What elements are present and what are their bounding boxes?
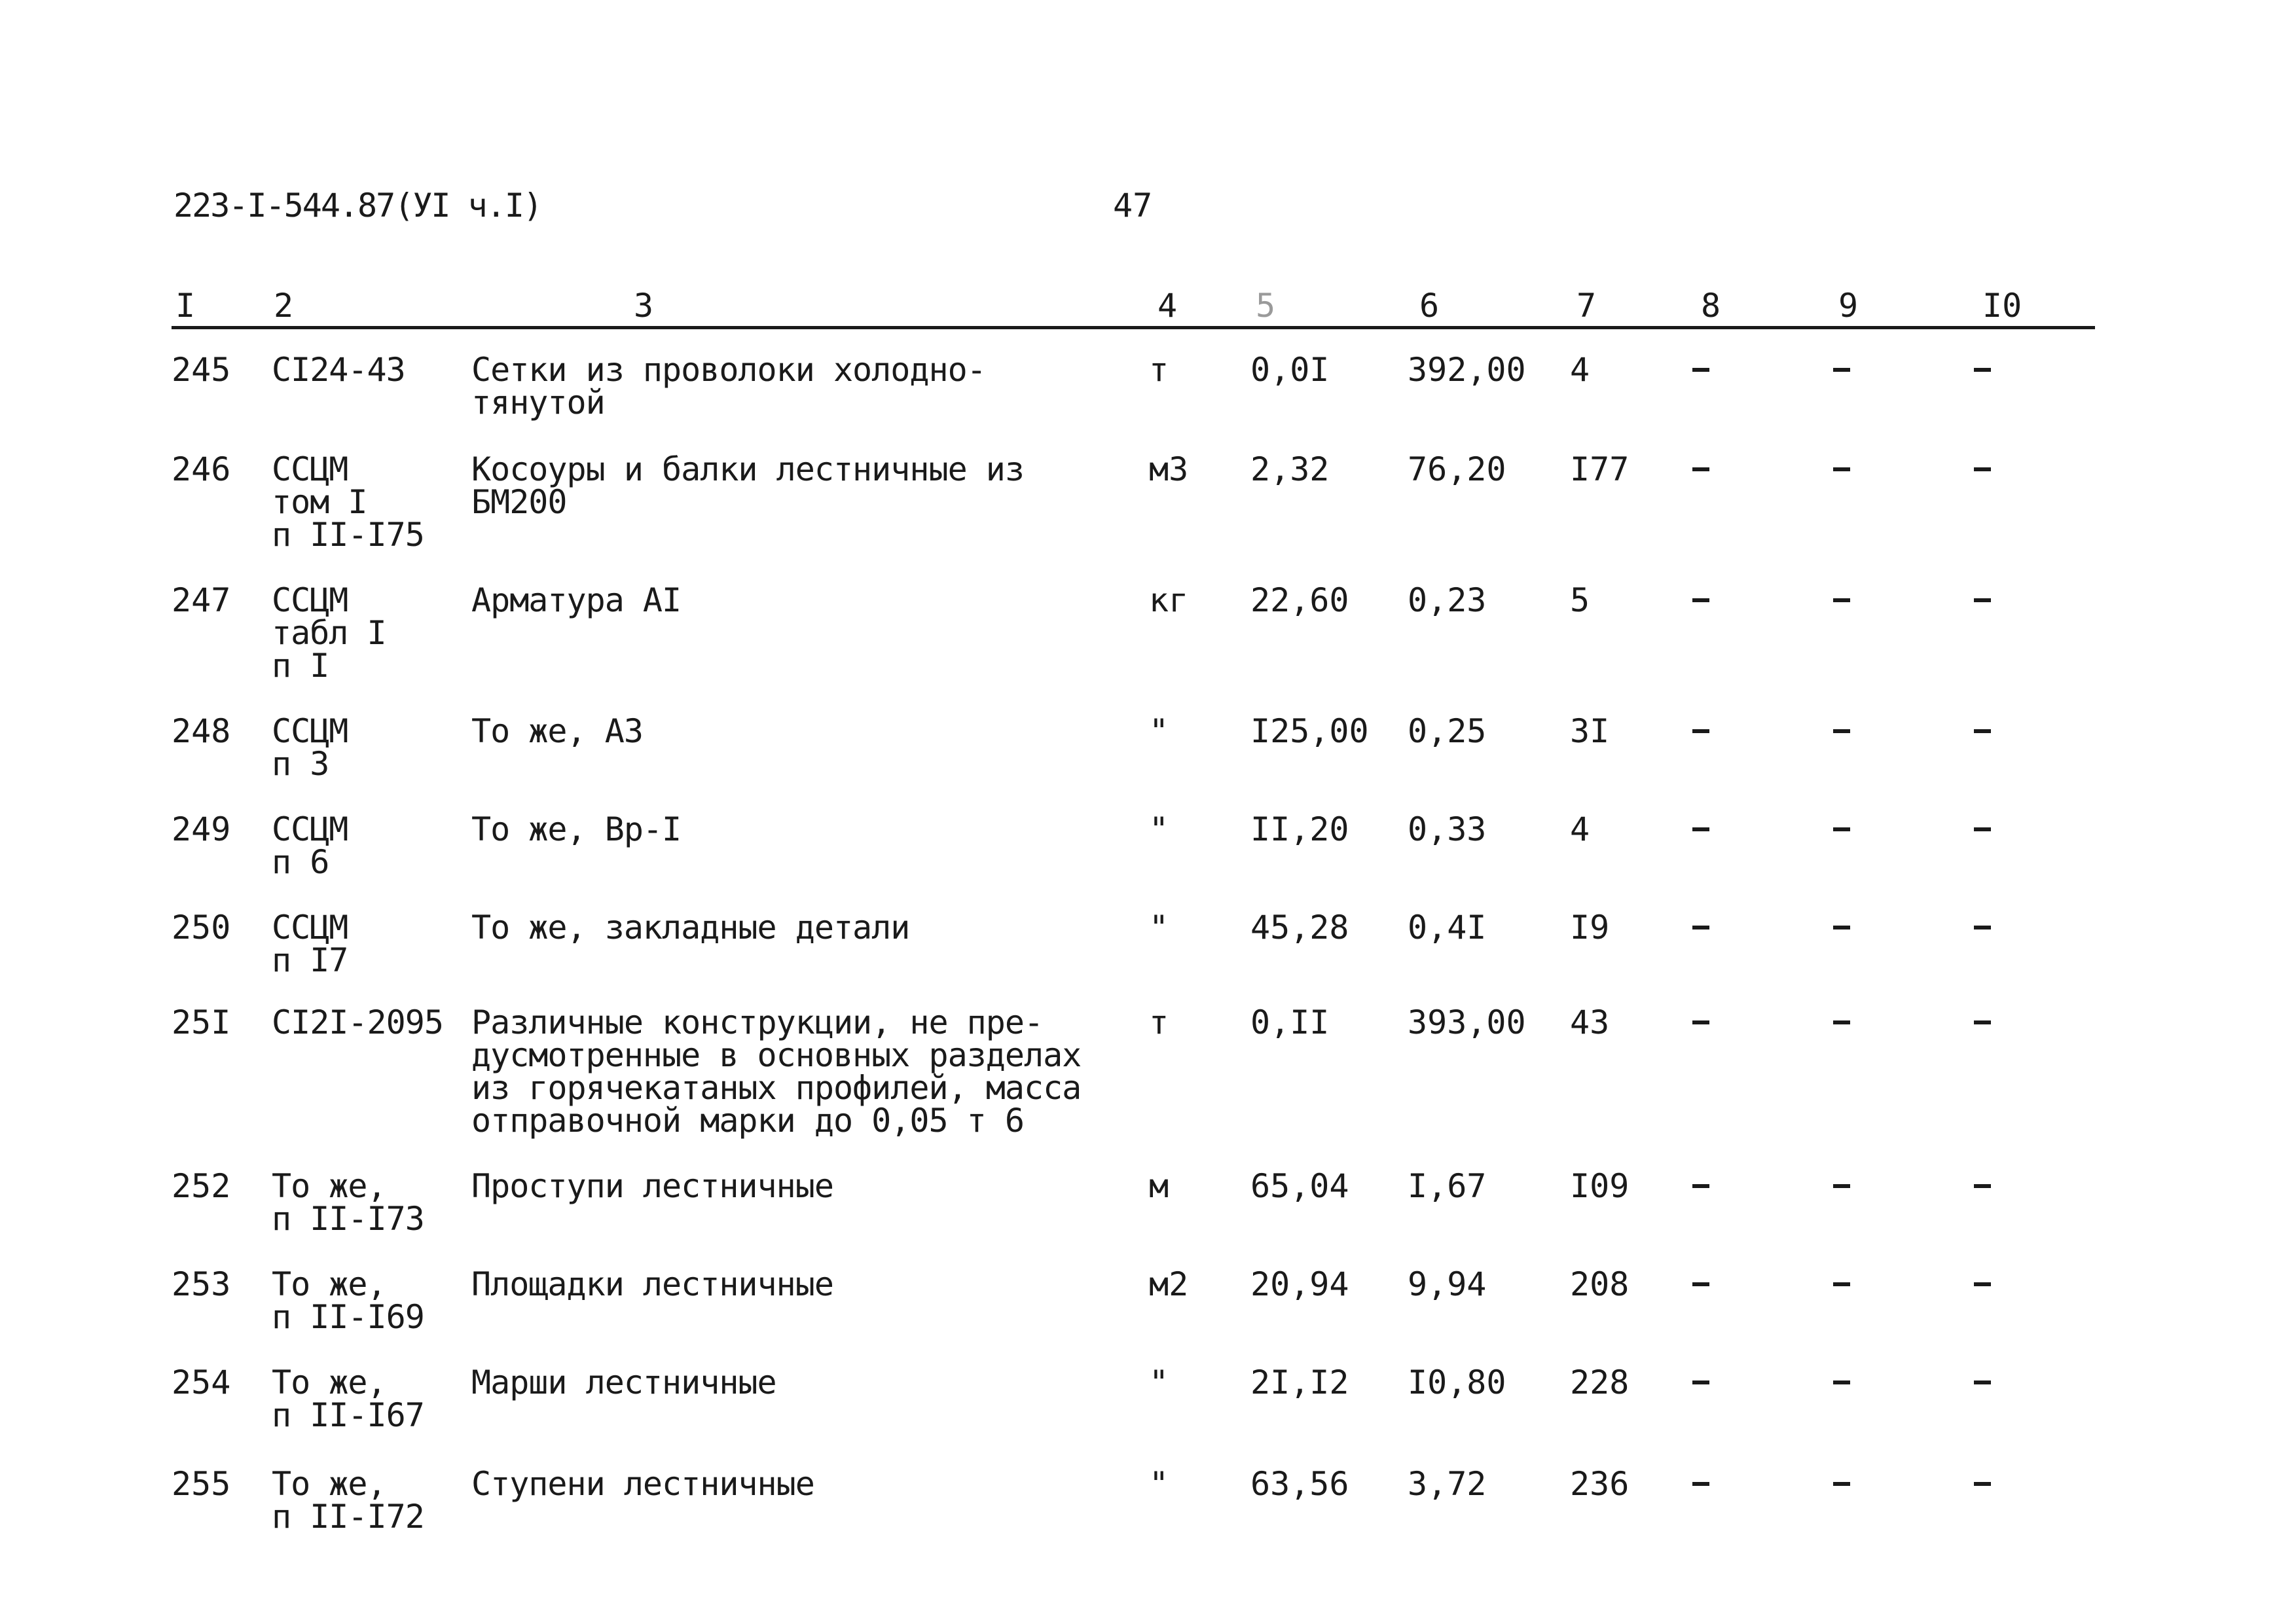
row-code [272,911,348,977]
row-description [471,909,910,947]
row-c8-dash [1692,1184,1709,1188]
row-c9-dash [1833,1282,1850,1286]
row-description-line: отправочной марки до 0,05 т 6 [471,1102,1024,1140]
column-header-2: 2 [274,287,294,325]
row-code [272,1363,424,1434]
row-total: I09 [1570,1167,1630,1205]
row-description [471,450,1024,521]
row-code-line: п II-I67 [272,1396,424,1434]
row-c10-dash [1974,729,1991,733]
row-description-line: Ступени лестничные [471,1465,814,1503]
row-description [471,1003,1082,1140]
row-code-line: п II-I69 [272,1298,424,1336]
row-code [272,1265,424,1336]
row-c10-dash [1974,368,1991,372]
page-number: 47 [1113,187,1153,225]
row-c9-dash [1833,729,1850,733]
row-price: I,67 [1408,1167,1487,1205]
row-price: 392,00 [1408,351,1526,389]
row-total: 236 [1570,1465,1630,1503]
row-c8-dash [1692,729,1709,733]
row-number: 254 [172,1363,231,1401]
row-description-line: БМ200 [471,483,567,521]
row-c8-dash [1692,1282,1709,1286]
row-code-line: том I [272,483,367,521]
column-header-5: 5 [1256,287,1276,325]
row-code [272,1003,443,1041]
row-code-line: п II-I73 [272,1200,424,1238]
row-c9-dash [1833,598,1850,602]
header-rule [172,326,2095,329]
row-number: 255 [172,1465,231,1503]
row-c8-dash [1692,926,1709,929]
row-quantity: 45,28 [1250,909,1349,947]
row-quantity: 0,0I [1250,351,1330,389]
row-c8-dash [1692,467,1709,471]
row-total: 228 [1570,1363,1630,1401]
row-code-line: п I7 [272,941,348,979]
row-total: 5 [1570,581,1590,619]
row-unit: " [1149,712,1169,750]
row-c10-dash [1974,1380,1991,1384]
row-code [272,810,348,881]
row-number: 245 [172,351,231,389]
row-description [471,1465,814,1503]
row-code-line: CI24-43 [272,351,405,389]
row-description-line: То же, закладные детали [471,909,910,947]
row-total: 3I [1570,712,1610,750]
row-total: 208 [1570,1265,1630,1303]
row-description [471,810,682,848]
row-number: 250 [172,909,231,947]
row-description-line: То же, А3 [471,712,643,750]
row-description-line: дусмотренные в основных разделах [471,1036,1082,1074]
row-unit: кг [1149,581,1189,619]
row-quantity: 22,60 [1250,581,1349,619]
row-c10-dash [1974,1282,1991,1286]
row-code-line: п I [272,647,329,685]
row-quantity: 2I,I2 [1250,1363,1349,1401]
row-quantity: 2,32 [1250,450,1330,488]
column-header-7: 7 [1576,287,1597,325]
row-unit: " [1149,810,1169,848]
row-description [471,1167,833,1205]
row-c9-dash [1833,467,1850,471]
row-description-line: Проступи лестничные [471,1167,833,1205]
row-code [272,581,386,685]
column-header-9: 9 [1838,287,1859,325]
row-code [272,1167,424,1238]
row-description-line: Различные конструкции, не пре- [471,1003,1044,1041]
row-code [272,351,405,389]
row-c8-dash [1692,368,1709,372]
row-c9-dash [1833,926,1850,929]
row-number: 246 [172,450,231,488]
row-code-line: То же, [272,1363,386,1401]
row-c10-dash [1974,1184,1991,1188]
row-number: 247 [172,581,231,619]
row-unit: " [1149,909,1169,947]
row-code [272,1465,424,1536]
row-unit: м [1149,1167,1169,1205]
column-header-10: I0 [1982,287,2022,325]
row-total: 4 [1570,351,1590,389]
row-number: 248 [172,712,231,750]
row-total: 4 [1570,810,1590,848]
row-code-line: То же, [272,1265,386,1303]
row-c9-dash [1833,827,1850,831]
row-code-line: То же, [272,1167,386,1205]
column-header-1: I [175,287,196,325]
row-description [471,1265,833,1303]
row-number: 252 [172,1167,231,1205]
row-description [471,351,986,422]
row-c10-dash [1974,1482,1991,1486]
row-number: 249 [172,810,231,848]
row-unit: " [1149,1363,1169,1401]
row-price: 0,4I [1408,909,1487,947]
row-description [471,1363,776,1401]
row-c10-dash [1974,467,1991,471]
row-c8-dash [1692,598,1709,602]
row-description [471,581,682,619]
row-description-line: То же, Вр-I [471,810,682,848]
row-code-line: п 3 [272,745,329,783]
column-header-3: 3 [634,287,654,325]
row-unit: м2 [1149,1265,1189,1303]
row-number: 25I [172,1003,231,1041]
row-description-line: Косоуры и балки лестничные из [471,450,1024,488]
row-price: 0,33 [1408,810,1487,848]
row-c10-dash [1974,598,1991,602]
row-description-line: тянутой [471,384,605,422]
column-header-8: 8 [1701,287,1721,325]
row-code-line: п II-I75 [272,516,424,554]
row-code-line: То же, [272,1465,386,1503]
row-description-line: Арматура АI [471,581,682,619]
row-code-line: табл I [272,614,386,652]
document-code: 223-I-544.87(УI ч.I) [173,187,542,225]
row-c9-dash [1833,1482,1850,1486]
row-quantity: II,20 [1250,810,1349,848]
row-price: 3,72 [1408,1465,1487,1503]
row-quantity: I25,00 [1250,712,1369,750]
row-quantity: 20,94 [1250,1265,1349,1303]
row-c8-dash [1692,1380,1709,1384]
row-c10-dash [1974,1020,1991,1024]
row-quantity: 63,56 [1250,1465,1349,1503]
row-number: 253 [172,1265,231,1303]
row-c8-dash [1692,827,1709,831]
row-code-line: п II-I72 [272,1498,424,1536]
row-c8-dash [1692,1482,1709,1486]
column-header-6: 6 [1419,287,1440,325]
column-header-4: 4 [1157,287,1178,325]
row-total: I9 [1570,909,1610,947]
row-quantity: 65,04 [1250,1167,1349,1205]
row-unit: т [1149,1003,1169,1041]
row-price: 0,23 [1408,581,1487,619]
row-unit: " [1149,1465,1169,1503]
row-code-line: CI2I-2095 [272,1003,443,1041]
row-description-line: Сетки из проволоки холодно- [471,351,986,389]
row-code [272,712,348,783]
row-quantity: 0,II [1250,1003,1330,1041]
row-price: 393,00 [1408,1003,1526,1041]
row-c10-dash [1974,827,1991,831]
row-description-line: Площадки лестничные [471,1265,833,1303]
row-c9-dash [1833,1184,1850,1188]
row-description [471,712,643,750]
row-price: 76,20 [1408,450,1506,488]
row-code-line: ССЦМ [272,909,348,947]
row-c8-dash [1692,1020,1709,1024]
row-code-line: ССЦМ [272,810,348,848]
row-code-line: п 6 [272,843,329,881]
row-c9-dash [1833,368,1850,372]
row-code-line: ССЦМ [272,581,348,619]
row-total: 43 [1570,1003,1610,1041]
row-description-line: Марши лестничные [471,1363,776,1401]
row-unit: м3 [1149,450,1189,488]
row-price: I0,80 [1408,1363,1506,1401]
row-code-line: ССЦМ [272,450,348,488]
row-c9-dash [1833,1380,1850,1384]
row-unit: т [1149,351,1169,389]
row-c9-dash [1833,1020,1850,1024]
row-code-line: ССЦМ [272,712,348,750]
row-c10-dash [1974,926,1991,929]
row-price: 0,25 [1408,712,1487,750]
row-price: 9,94 [1408,1265,1487,1303]
row-code [272,450,424,554]
row-total: I77 [1570,450,1630,488]
row-description-line: из горячекатаных профилей, масса [471,1069,1082,1107]
